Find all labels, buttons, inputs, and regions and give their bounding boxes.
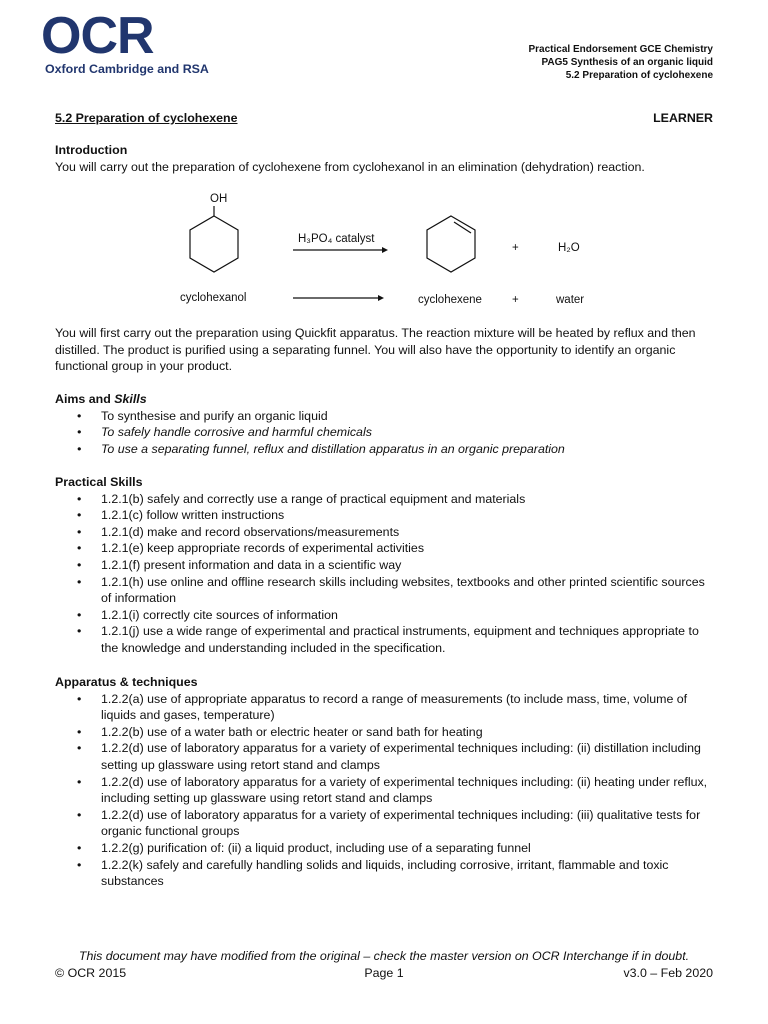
catalyst-label: H₃PO₄ catalyst — [298, 233, 375, 245]
list-item: • 1.2.2(d) use of laboratory apparatus for a variety of experimental techniques including: (iii) qualitative tests for organic functional groups — [55, 807, 715, 840]
introduction-heading: Introduction — [55, 143, 128, 157]
cyclohexene-ring — [427, 216, 475, 272]
list-item: • 1.2.1(d) make and record observations/measurements — [55, 524, 715, 541]
list-item: • 1.2.2(a) use of appropriate apparatus to record a range of measurements (to include mass, time, volume of liquids and gases, temperature) — [55, 691, 715, 724]
aims-section — [55, 391, 715, 457]
cyclohexanol-label: cyclohexanol — [180, 292, 247, 304]
word-plus-sign: + — [512, 294, 519, 306]
list-item: • 1.2.2(b) use of a water bath or electric heater or sand bath for heating — [55, 724, 715, 741]
double-bond — [454, 222, 471, 233]
water-formula: H₂O — [558, 242, 580, 254]
version: v3.0 – Feb 2020 — [623, 966, 713, 980]
list-item: • 1.2.1(i) correctly cite sources of information — [55, 607, 715, 624]
plus-sign: + — [512, 242, 519, 254]
water-label: water — [556, 294, 585, 306]
header-line-2: PAG5 Synthesis of an organic liquid — [541, 57, 713, 68]
list-item: • 1.2.1(h) use online and offline research skills including websites, textbooks and other printed scientific sources of information — [55, 574, 715, 607]
list-item: • To safely handle corrosive and harmful chemicals — [55, 424, 715, 441]
reaction-arrow-head — [382, 247, 388, 253]
reaction-scheme — [170, 188, 610, 313]
header-line-3: 5.2 Preparation of cyclohexene — [565, 70, 713, 81]
aims-heading: Aims and Skills — [55, 392, 147, 406]
word-equation-arrow-head — [378, 295, 384, 301]
list-item: • 1.2.2(d) use of laboratory apparatus for a variety of experimental techniques including: (ii) heating under reflux, including setting up glassware using retort stand and clamps — [55, 774, 715, 807]
hydroxyl-label: OH — [210, 193, 228, 205]
method-overview — [55, 325, 715, 375]
list-item: • To synthesise and purify an organic liquid — [55, 408, 715, 425]
copyright: © OCR 2015 — [55, 966, 127, 980]
list-item: • 1.2.1(e) keep appropriate records of experimental activities — [55, 540, 715, 557]
page-number: Page 1 — [364, 966, 404, 980]
list-item: • To use a separating funnel, reflux and distillation apparatus in an organic preparation — [55, 441, 715, 458]
list-item: • 1.2.2(k) safely and carefully handling solids and liquids, including corrosive, irritant, flammable and toxic substances — [55, 857, 715, 890]
list-item: • 1.2.2(g) purification of: (ii) a liquid product, including use of a separating funnel — [55, 840, 715, 857]
list-item: • 1.2.2(d) use of laboratory apparatus for a variety of experimental techniques including: (ii) distillation including setting up glassware using retort stand and clamps — [55, 740, 715, 773]
practical-skills-list — [55, 491, 715, 657]
cyclohexanol-ring — [190, 216, 238, 272]
apparatus-section — [55, 674, 715, 890]
list-item: • 1.2.1(j) use a wide range of experimental and practical instruments, equipment and techniques appropriate to the knowledge and understanding included in the specification. — [55, 623, 715, 656]
practical-skills-heading: Practical Skills — [55, 475, 143, 489]
ocr-logo-subtitle: Oxford Cambridge and RSA — [45, 62, 209, 76]
cyclohexene-label: cyclohexene — [418, 294, 482, 306]
practical-skills-section — [55, 474, 715, 657]
list-item: • 1.2.1(f) present information and data in a scientific way — [55, 557, 715, 574]
list-item: • 1.2.1(c) follow written instructions — [55, 507, 715, 524]
introduction-text: You will carry out the preparation of cyclohexene from cyclohexanol in an elimination (dehydration) reaction. — [55, 159, 645, 174]
list-item: • 1.2.1(b) safely and correctly use a range of practical equipment and materials — [55, 491, 715, 508]
ocr-logo: OCR — [41, 7, 154, 65]
footer-note: This document may have modified from the original – check the master version on OCR Interchange if in doubt. — [78, 949, 690, 963]
aims-list — [55, 408, 715, 458]
introduction-section — [55, 142, 715, 175]
apparatus-list — [55, 691, 715, 890]
method-overview-text: You will first carry out the preparation using Quickfit apparatus. The reaction mixture will be heated by reflux and then distilled. The product is purified using a separating funnel. You will also have the opportunity to identify an organic functional group in your product. — [55, 326, 696, 374]
header-line-1: Practical Endorsement GCE Chemistry — [528, 44, 713, 55]
document-title: 5.2 Preparation of cyclohexene — [55, 111, 238, 125]
document-header — [528, 43, 713, 82]
audience-label: LEARNER — [653, 111, 713, 125]
apparatus-heading: Apparatus & techniques — [55, 675, 198, 689]
